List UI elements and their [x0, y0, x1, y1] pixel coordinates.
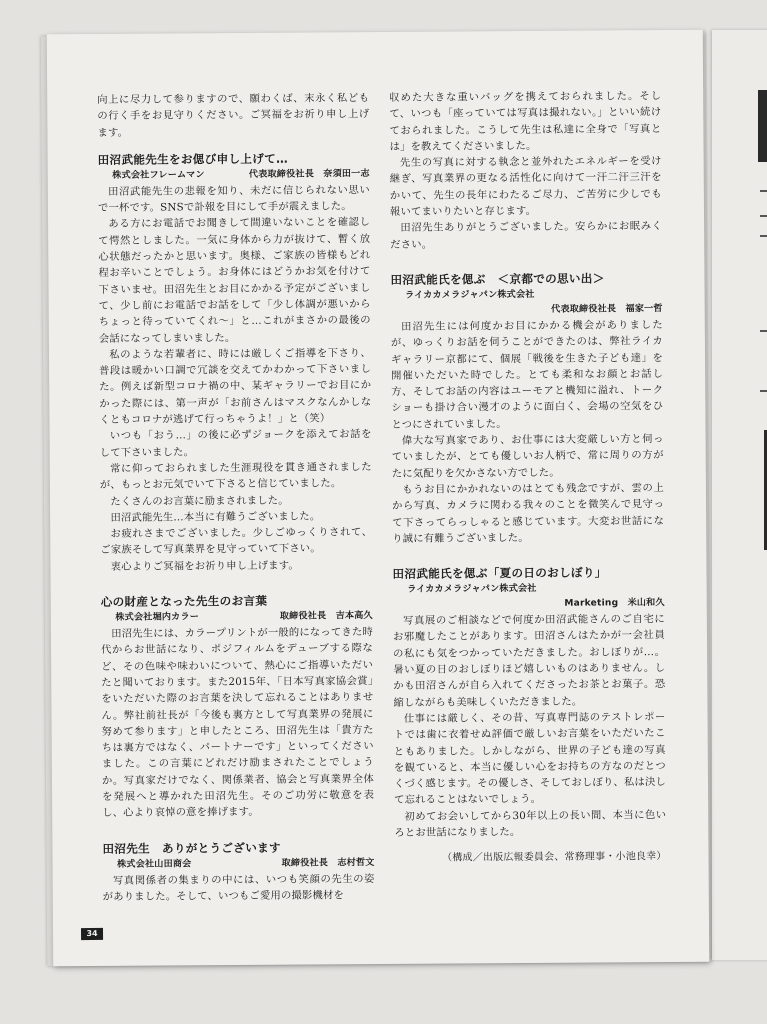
byline-yamada — [103, 856, 375, 873]
left-column — [97, 90, 375, 905]
adjacent-glyph — [760, 190, 767, 192]
byline-framan — [98, 167, 370, 184]
paragraph: 偉大な写真家であり、お仕事には大変厳しい方と伺っていましたが、とても優しいお人柄で、常に周りの方がたに気配りを欠かさない方でした。 — [391, 433, 664, 480]
article-title-yamada: 田沼先生 ありがとうございます — [102, 840, 281, 856]
byline-author: 代表取締役社長 奈須田一志 — [248, 168, 370, 180]
paragraph: 仕事には厳しく、その昔、写真専門誌のテストレポートでは歯に衣着せぬ評価で厳しいお言葉をいただいたこともありました。しかしながら、世界の子ども達の写真を観ていると、本当に優しい心をお持ちの方なのだとつくづく感じます。その優しさ、そしておしぼり、私は決して忘れることはないでしょう。 — [393, 710, 667, 807]
adjacent-page-edge — [712, 30, 767, 960]
paragraph: たくさんのお言葉に励まされました。 — [110, 494, 289, 508]
magazine-page — [47, 30, 709, 967]
article-title-oshibori: 田沼武能氏を偲ぶ「夏の日のおしぼり」 — [392, 565, 607, 582]
byline-company: ライカカメラジャパン株式会社 — [407, 584, 537, 595]
byline-company: 株式会社堀内カラー — [115, 612, 200, 623]
paragraph: ある方にお電話でお聞きして間違いないことを確認して愕然としました。一気に身体から力が抜けて、暫く放心状態だったかと思います。奥様、ご家族の皆様もどれ程お辛いことでしょう。お身体にはどうかお気を付けて下さいませ。田沼先生とお目にかかる予定がございまして、少し前にお電話でお話をして「少し体調が悪いからちょっと待っていてくれ～」と…これがまさかの最後の会話になってしまいました。 — [98, 216, 371, 345]
editorial-credit: （構成／出版広報委員会、常務理事・小池良幸） — [442, 851, 667, 864]
byline-author: 代表取締役社長 福家一哲 — [551, 303, 663, 315]
adjacent-glyph — [760, 215, 767, 217]
paragraph: 先生の写真に対する執念と並外れたエネルギーを受け継ぎ、写真業界の更なる活性化に向けて一汗二汗三汗をかいて、先生の長年にわたるご尽力、ご苦労に少しでも報いてまいりたいと存じます。 — [389, 155, 662, 218]
paragraph: 衷心よりご冥福をお祈り申し上げます。 — [110, 559, 299, 573]
right-column — [389, 88, 666, 867]
paragraph: 常に仰っておられました生涯現役を貫き通されましたが、もっとお元気でいて下さると信じていました。 — [99, 460, 372, 492]
intro-text: 向上に尽力して参りますので、願わくば、末永く私どもの行く手をお見守りください。ご冥福をお祈り申し上げます。 — [97, 92, 370, 139]
byline-author: 取締役社長 志村哲文 — [281, 857, 375, 869]
paragraph: 写真関係者の集まりの中には、いつも笑顔の先生の姿がありました。そして、いつもご愛用の撮影機材を — [102, 872, 375, 903]
page-number: 34 — [81, 928, 103, 940]
paragraph: 私のような若輩者に、時には厳しくご指導を下さり、普段は暖かい口調で冗談を交えてかわかって下さいました。例えば新型コロナ禍の中、某ギャラリーでお目にかかった際には、第一声が「お前さんはマスクなんかしなくともコロナが逃げて行っちゃうよ！」と（笑） — [99, 346, 372, 426]
paragraph: 田沼武能先生…本当に有難うございました。 — [110, 510, 321, 524]
paragraph: お疲れさまでございました。少しごゆっくりされて、ご家族そして写真業界を見守っていて下さい。 — [100, 526, 373, 557]
paragraph: 田沼先生には何度かお目にかかる機会がありましたが、ゆっくりお話を伺うことができたのは、弊社ライカギャラリー京都にて、個展「戦後を生きた子ども達」を開催いただいた時でした。とても柔和なお顔とお話し方、そしてお話の内容はユーモアと機知に溢れ、トークショーも掛け合い漫才のように面白く、会場の空気をひとつにされていました。 — [390, 318, 664, 431]
article-title-kyoto: 田沼武能氏を偲ぶ ＜京都での思い出＞ — [390, 271, 605, 287]
byline-company: ライカカメラジャパン株式会社 — [405, 289, 535, 301]
paragraph: 田沼先生には、カラープリントが一般的になってきた時代からお世話になり、ポジフィルムをデューブする際など、その色味や味わいについて、熱心にご指導いただいたと聞いております。また2015年、「日本写真家協会賞」をいただいた際のお言葉を決して忘れることはありません。弊社前社長が「今後も裏方として写真業界の発展に努めて参ります」と申したところ、田沼先生は「貴方たちは裏方ではなく、パートナーです」といってくださいました。この言葉にどれだけ励まされたことでしょうか。写真家だけでなく、関係業者、協会と写真業界全体を発展へと導かれた田沼先生。そのご功労に敬意を表し、心より哀悼の意を捧げます。 — [101, 626, 375, 820]
paragraph: 写真展のご相談などで何度か田沼武能さんのご自宅にお邪魔したことがあります。田沼さんはたかが一会社員の私にも気をつかっていただきました。おしぼりが…。暑い夏の日のおしぼりほど嬉しいものはありません。しかも田沼さんが自ら入れてくださったお茶とお菓子。恐縮しながらも美味しくいただきました。 — [392, 613, 666, 709]
paragraph: 初めてお会いしてから30年以上の長い間、本当に色いろとお世話になりました。 — [394, 808, 667, 839]
adjacent-dark-block — [758, 90, 767, 162]
byline-author: 取締役社長 吉本高久 — [279, 611, 373, 622]
article-title-framan: 田沼武能先生をお偲び申し上げて… — [97, 151, 288, 167]
article-title-horiuchi: 心の財産となった先生のお言葉 — [100, 593, 268, 609]
byline-author: Marketing 米山和久 — [564, 598, 665, 609]
paragraph: 田沼武能先生の悲報を知り、未だに信じられない思いで一杯です。SNSで訃報を目にして手が震えました。 — [97, 183, 370, 215]
adjacent-glyph — [760, 235, 767, 237]
paragraph: いつも「おう…」の後に必ずジョークを添えてお話をして下さいました。 — [99, 428, 372, 459]
paragraph: 収めた大きな重いバッグを携えておられました。そして、いつも「座っていては写真は撮れない。」といい続けておられました。こうして先生は私達に全身で「写真とは」を教えてくださいました。 — [389, 90, 662, 153]
adjacent-glyph — [760, 330, 767, 332]
byline-company: 株式会社山田商会 — [117, 858, 192, 870]
paragraph: もうお目にかかれないのはとても残念ですが、雲の上から写真、カメラに関わる我々のことを微笑んで見守って下さってらっしゃると感じています。大変お世話になり誠に有難うございました。 — [392, 481, 665, 545]
paragraph: 田沼先生ありがとうございました。安らかにお眠みください。 — [390, 220, 663, 251]
byline-company: 株式会社フレームマン — [112, 170, 205, 181]
adjacent-glyph — [760, 390, 767, 392]
